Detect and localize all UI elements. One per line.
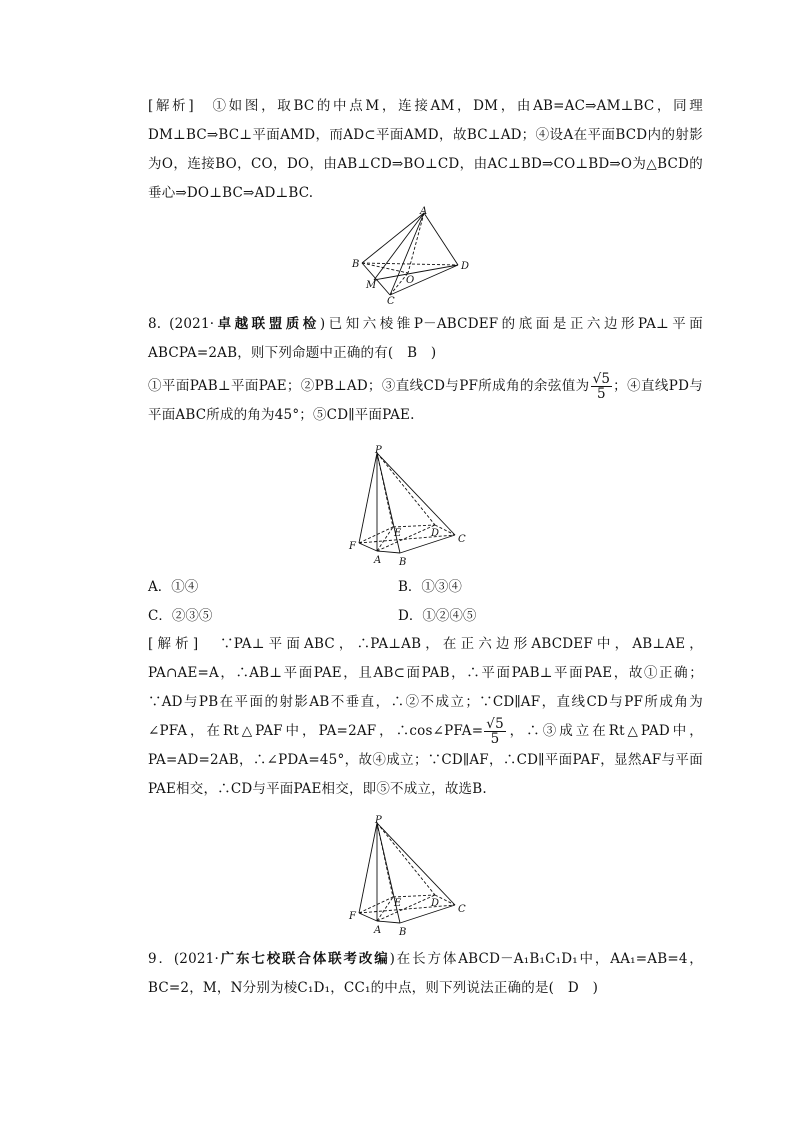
label-B: B: [399, 557, 407, 568]
p2-part-b: ，∴③成立在Rt△PAD中，PA=AD=2AB，∴∠PDA=45°，故④成立；∵CD∥AF，∴CD∥平面PAF，显然AF与平面PAE相交，∴CD与平面PAE相交，即⑤不成立，故选B.: [148, 723, 703, 797]
question-8: [148, 310, 703, 368]
tetrahedron-figure: [350, 205, 480, 305]
p2-frac-den: 5: [490, 731, 500, 747]
p2-part-a: [解析] ∵PA⊥平面ABC，∴PA⊥AB，在正六边形ABCDEF中，AB⊥AE，PA∩AE=A，∴AB⊥平面PAE，且AB⊂面PAB，∴平面PAB⊥平面PAE，故①正确；∵AD与PB在平面的射影AB不垂直，∴②不成立；∵CD∥AF，直线CD与PF所成角为∠PFA，在Rt△PAF中，PA=2AF，∴cos∠PFA=: [148, 636, 703, 739]
q9-stem: )在长方体ABCD－A₁B₁C₁D₁中，AA₁=AB=4，BC=2，M，N分别为棱C₁D₁，CC₁的中点，则下列说法正确的是( D ): [148, 951, 704, 996]
label-A: A: [374, 555, 382, 566]
label-A: A: [420, 206, 428, 217]
q9-lead: 9．(2021·: [148, 951, 219, 967]
p2-fraction: [484, 717, 506, 746]
label-C: C: [458, 904, 466, 915]
q8-stem: )已知六棱锥P－ABCDEF的底面是正六边形PA⊥平面ABCPA=2AB，则下列命题中正确的有( B ): [148, 316, 704, 361]
option-a[interactable]: A．①④: [148, 579, 199, 595]
label-E: E: [394, 898, 402, 909]
label-D: D: [461, 261, 470, 272]
q8-frac-den: 5: [596, 386, 606, 402]
label-M: M: [366, 280, 377, 291]
label-B: B: [352, 259, 360, 270]
label-O: O: [406, 275, 415, 286]
hex-pyramid-figure-1: [345, 445, 475, 570]
option-d[interactable]: D．①②④⑤: [398, 608, 477, 624]
analysis-paragraph-1: [解析] ①如图，取BC的中点M，连接AM，DM，由AB=AC⇒AM⊥BC，同理DM⊥BC⇒BC⊥平面AMD，而AD⊂平面AMD，故BC⊥AD；④设A在平面BCD内的射影为O，连接BO，CO，DO，由AB⊥CD⇒BO⊥CD，由AC⊥BD⇒CO⊥BD⇒O为△BCD的垂心⇒DO⊥BC⇒AD⊥BC.: [148, 98, 703, 201]
p2-frac-num: √5: [486, 716, 504, 732]
label-D: D: [431, 528, 440, 539]
q8-frac-num: √5: [592, 371, 611, 387]
option-b[interactable]: B．①③④: [398, 579, 462, 595]
q8-props-a: ①平面PAB⊥平面PAE；②PB⊥AD；③直线CD与PF所成角的余弦值为: [148, 378, 590, 394]
q8-props-b: ；④直线PD与平面ABC所成的角为45°；⑤CD∥平面PAE.: [148, 378, 704, 423]
q9-source: 广东七校联合体联考改编: [218, 951, 390, 967]
option-c[interactable]: C．②③⑤: [148, 608, 213, 624]
analysis-paragraph-2: [148, 630, 703, 804]
q8-fraction: [591, 372, 613, 401]
label-P: P: [375, 815, 382, 826]
label-F: F: [349, 911, 356, 922]
label-A: A: [374, 925, 382, 936]
label-C: C: [458, 534, 466, 545]
label-F: F: [349, 541, 356, 552]
q8-propositions: [148, 372, 703, 430]
label-C: C: [387, 296, 395, 305]
label-P: P: [375, 445, 382, 456]
q8-source: 卓越联盟质检: [214, 316, 320, 332]
label-B: B: [399, 927, 407, 938]
label-D: D: [431, 898, 440, 909]
q8-lead: 8. (2021·: [148, 316, 215, 332]
question-9: [148, 945, 703, 1003]
hex-pyramid-figure-2: [345, 815, 475, 940]
label-E: E: [394, 528, 402, 539]
